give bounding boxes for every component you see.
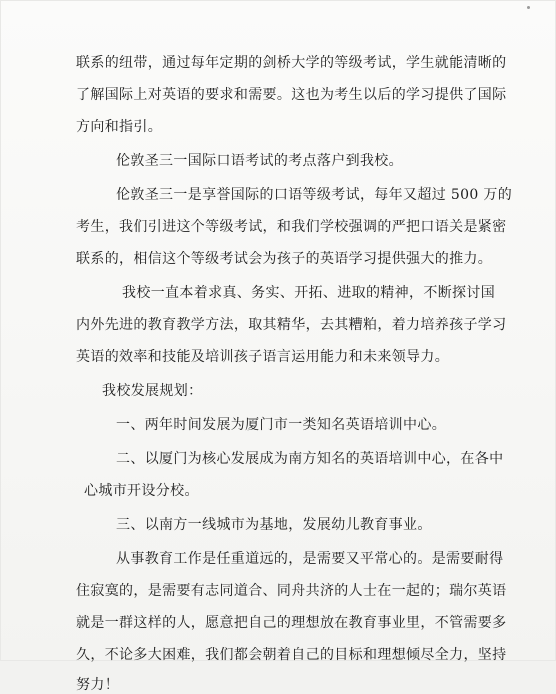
text-line: 伦敦圣三一国际口语考试的考点落户到我校。 — [116, 153, 403, 169]
text-line: 心城市开设分校。 — [84, 483, 199, 499]
text-line: 考生，我们引进这个等级考试，和我们学校强调的严把口语关是紧密 — [76, 219, 507, 235]
text-line: 住寂寞的，是需要有志同道合、同舟共济的人士在一起的；瑞尔英语 — [76, 583, 507, 599]
text-line: 二、以厦门为核心发展成为南方知名的英语培训中心，在各中 — [116, 451, 504, 467]
text-line: 我校发展规划： — [102, 383, 203, 399]
text-line: 我校一直本着求真、务实、开拓、进取的精神，不断探讨国 — [122, 285, 496, 301]
text-line: 英语的效率和技能及培训孩子语言运用能力和未来领导力。 — [76, 349, 450, 365]
text-line: 联系的，相信这个等级考试会为孩子的英语学习提供强大的推力。 — [76, 251, 493, 267]
text-line: 内外先进的教育教学方法，取其精华，去其糟粕，着力培养孩子学习 — [76, 317, 507, 333]
text-line: 联系的纽带，通过每年定期的剑桥大学的等级考试，学生就能清晰的 — [76, 55, 507, 71]
text-line: 伦敦圣三一是享誉国际的口语等级考试，每年又超过 500 万的 — [116, 187, 513, 203]
text-line: 从事教育工作是任重道远的，是需要又平常心的。是需要耐得 — [116, 551, 504, 567]
text-line: 三、以南方一线城市为基地，发展幼儿教育事业。 — [116, 517, 432, 533]
text-line: 努力！ — [76, 677, 120, 693]
text-line: 方向和指引。 — [76, 119, 163, 135]
text-line: 一、两年时间发展为厦门市一类知名英语培训中心。 — [116, 417, 447, 433]
text-line: 久，不论多大困难，我们都会朝着自己的目标和理想倾尽全力，坚持 — [76, 647, 507, 663]
scan-speck — [527, 6, 530, 9]
text-line: 就是一群这样的人，愿意把自己的理想放在教育事业里，不管需要多 — [76, 615, 507, 631]
text-line: 了解国际上对英语的要求和需要。这也为考生以后的学习提供了国际 — [76, 87, 507, 103]
